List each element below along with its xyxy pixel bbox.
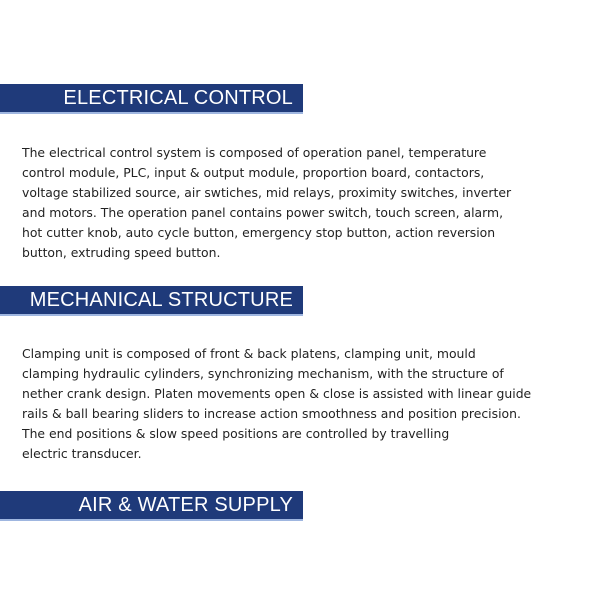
section-heading-air-water-supply bbox=[0, 491, 303, 521]
paragraph-line: button, extruding speed button. bbox=[22, 245, 221, 260]
paragraph-line: and motors. The operation panel contains power switch, touch screen, alarm, bbox=[22, 205, 504, 220]
paragraph-line: Clamping unit is composed of front & back platens, clamping unit, mould bbox=[22, 346, 476, 361]
electrical-control-paragraph bbox=[22, 143, 582, 263]
paragraph-line: rails & ball bearing sliders to increase action smoothness and position precision. bbox=[22, 406, 521, 421]
paragraph-line: hot cutter knob, auto cycle button, emergency stop button, action reversion bbox=[22, 225, 496, 240]
paragraph-line: control module, PLC, input & output module, proportion board, contactors, bbox=[22, 165, 485, 180]
section-heading-text: ELECTRICAL CONTROL bbox=[63, 86, 293, 109]
paragraph-line: electric transducer. bbox=[22, 446, 142, 461]
section-heading-text: MECHANICAL STRUCTURE bbox=[29, 288, 293, 311]
section-heading-electrical-control bbox=[0, 84, 303, 114]
section-heading-text: AIR & WATER SUPPLY bbox=[78, 493, 293, 516]
paragraph-line: The electrical control system is composed of operation panel, temperature bbox=[22, 145, 487, 160]
section-heading-mechanical-structure bbox=[0, 286, 303, 316]
mechanical-structure-paragraph bbox=[22, 344, 582, 464]
paragraph-line: clamping hydraulic cylinders, synchronizing mechanism, with the structure of bbox=[22, 366, 504, 381]
paragraph-line: voltage stabilized source, air swtiches, mid relays, proximity switches, inverter bbox=[22, 185, 512, 200]
paragraph-line: The end positions & slow speed positions are controlled by travelling bbox=[22, 426, 450, 441]
paragraph-line: nether crank design. Platen movements open & close is assisted with linear guide bbox=[22, 386, 532, 401]
